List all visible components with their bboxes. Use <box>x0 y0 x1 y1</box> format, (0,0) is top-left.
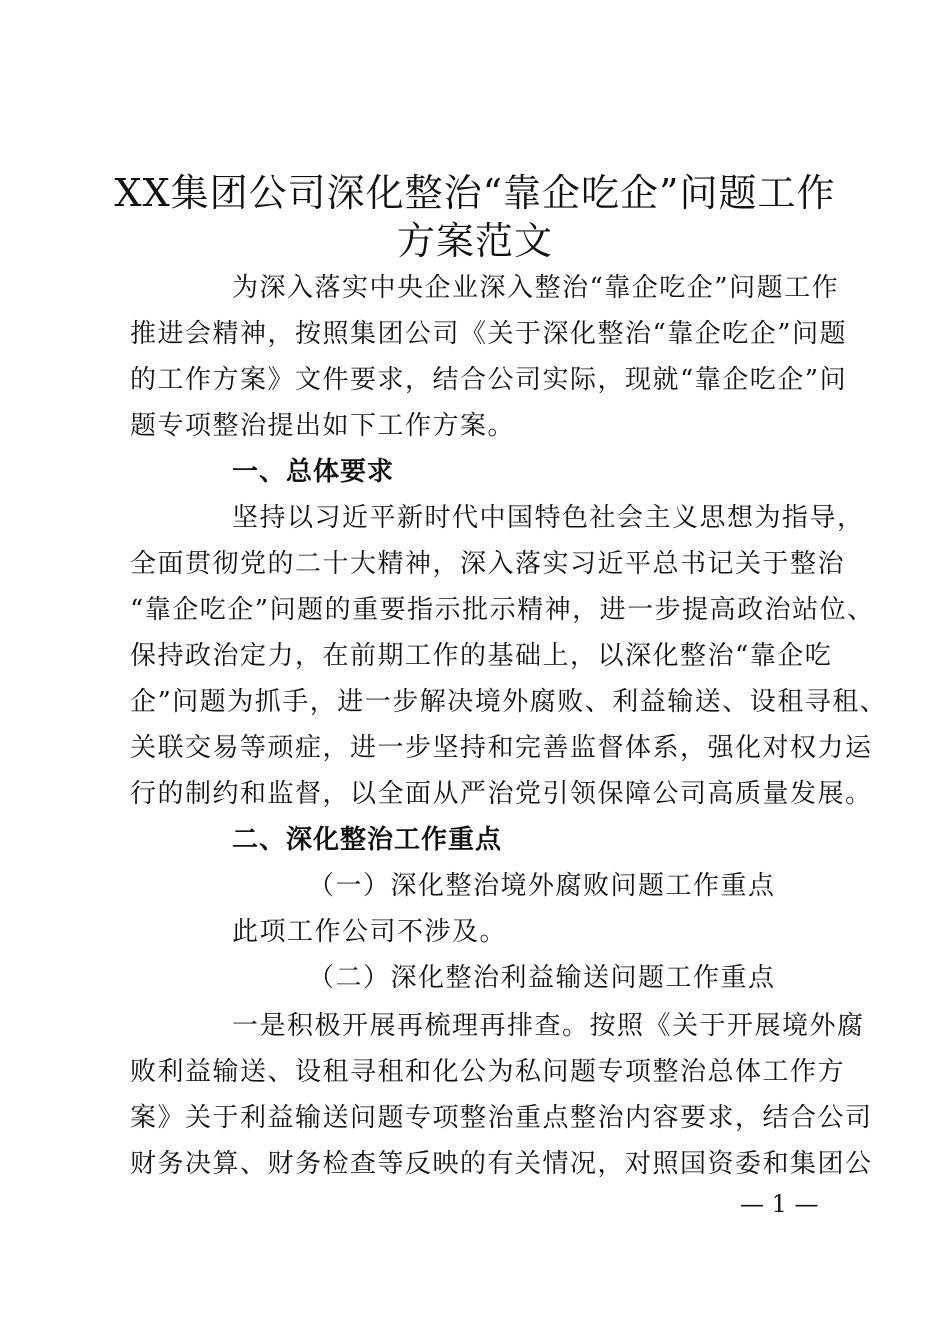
intro-line: 题专项整治提出如下工作方案。 <box>130 411 516 441</box>
section1-line: “靠企吃企”问题的重要指示批示精神，进一步提高政治站位、 <box>130 595 875 625</box>
section1-line: 企”问题为抓手，进一步解决境外腐败、利益输送、设租寻租、 <box>130 687 888 717</box>
document-title-line-2: 方案范文 <box>396 219 553 263</box>
subsection-heading-2: （二）深化整治利益输送问题工作重点 <box>308 963 776 993</box>
section1-line: 保持政治定力，在前期工作的基础上，以深化整治“靠企吃 <box>130 641 833 671</box>
subsection2-line: 败利益输送、设租寻租和化公为私问题专项整治总体工作方 <box>130 1057 846 1087</box>
intro-line: 的工作方案》文件要求，结合公司实际，现就“靠企吃企”问 <box>130 365 848 395</box>
section1-line: 坚持以习近平新时代中国特色社会主义思想为指导， <box>232 503 865 533</box>
subsection2-line: 一是积极开展再梳理再排查。按照《关于开展境外腐 <box>232 1011 865 1041</box>
subsection2-line: 案》关于利益输送问题专项整治重点整治内容要求，结合公司 <box>130 1103 873 1133</box>
intro-line: 推进会精神，按照集团公司《关于深化整治“靠企吃企”问题 <box>130 319 848 349</box>
subsection-heading-1: （一）深化整治境外腐败问题工作重点 <box>308 871 776 901</box>
page-number: — 1 — <box>740 1190 819 1218</box>
intro-line: 为深入落实中央企业深入整治“靠企吃企”问题工作 <box>232 273 840 303</box>
section-heading-2: 二、深化整治工作重点 <box>232 825 503 855</box>
subsection2-line: 财务决算、财务检查等反映的有关情况，对照国资委和集团公 <box>130 1149 873 1179</box>
section1-line: 行的制约和监督，以全面从严治党引领保障公司高质量发展。 <box>130 779 873 809</box>
section-heading-1: 一、总体要求 <box>232 457 395 487</box>
document-title-line-1: XX集团公司深化整治“靠企吃企”问题工作 <box>114 171 836 215</box>
section1-line: 全面贯彻党的二十大精神，深入落实习近平总书记关于整治 <box>130 549 846 579</box>
section1-line: 关联交易等顽症，进一步坚持和完善监督体系，强化对权力运 <box>130 733 873 763</box>
subsection1-text: 此项工作公司不涉及。 <box>232 917 508 947</box>
